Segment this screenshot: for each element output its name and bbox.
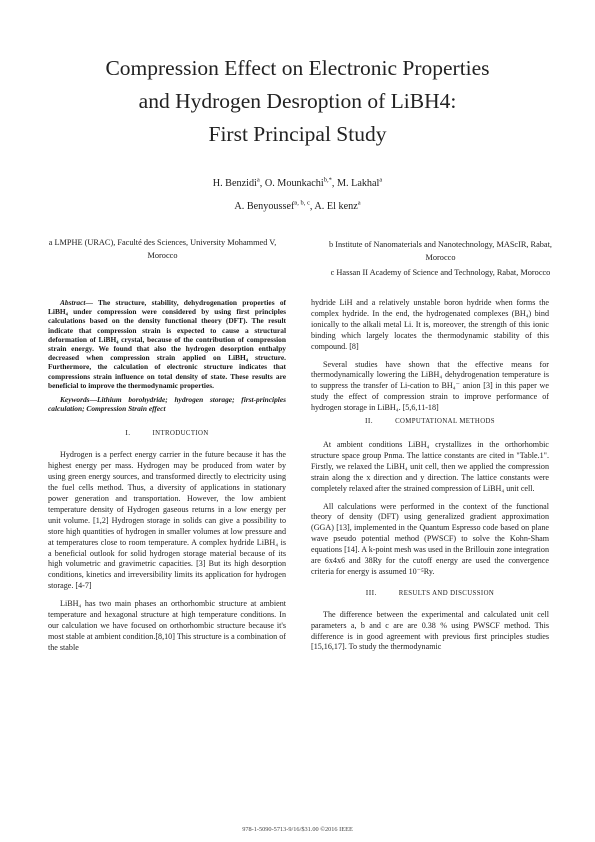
paper-title [40, 52, 555, 151]
abstract-label: Abstract [60, 298, 86, 307]
author-sup: a [379, 176, 383, 184]
keywords-text: —Lithium borohydride; hydrogen storage; first-principles calculation; Compression Strain effect [48, 395, 286, 414]
section-number: I. [125, 428, 131, 438]
right-paragraph-1: hydride LiH and a relatively unstable boron hydride when forms the complex hydride. In the end, the hydrogenated complexes (BH₄) bind ionically to the alkali metal Li. It is, moreover, the strength of this ionic binding which largely locates the thermodynamic stability of this compound. [8] [311, 298, 549, 351]
author-sup: a, b, c [294, 199, 310, 207]
affiliation-a: a LMPHE (URAC), Faculté des Sciences, University Mohammed V, Morocco [48, 238, 277, 260]
author-name: A. Benyoussef [234, 201, 295, 212]
left-column [48, 298, 286, 654]
section-heading-results [311, 588, 549, 600]
author-sup: b,* [323, 176, 332, 184]
title-line-3: First Principal Study [208, 122, 387, 146]
computational-paragraph-1: At ambient conditions LiBH₄ crystallizes in the orthorhombic structure space group Pnma. The lattice constants are cited in "Table.1". Firstly, we relaxed the LiBH₄ unit cell, then we applied the compression strain along the x direction and y direction. The lattice constants were completely relaxed after the strained compression of LiBH₄ unit cell. [311, 439, 549, 493]
section-heading-computational-methods [311, 416, 549, 428]
section-title: RESULTS AND DISCUSSION [398, 589, 495, 597]
abstract-text: — The structure, stability, dehydrogenation properties of LiBH₄ under compression were considered by using first principles calculations based on the density functional theory (DFT). The result indicate that compression strain is expected to cause a structural deformation of LiBH₄ crystal, because of the contribution of compression strain energy. We found that also the hydrogen desorption enthalpy decreased when compression strain applied on LiBH₄ structure. Furthermore, the calculation of electronic structure indicates that compressions strain influence on total density of state. These results are beneficial to improve the thermodynamic properties. [48, 298, 286, 390]
keywords [48, 395, 286, 413]
author-name: H. Benzidi [212, 178, 257, 189]
copyright-footer: 978-1-5090-5713-9/16/$31.00 ©2016 IEEE [242, 826, 353, 833]
abstract [48, 298, 286, 390]
right-paragraph-2: Several studies have shown that the effective means for thermodynamically lowering the LiBH₄ dehydrogenation temperature is to suppress the transfer of Li-cation to BH₄⁻ anion [3] in this paper we study the effect of compression strain to improve performance of hydrogen storage in LiBH₄. [5,6,11-18] [311, 359, 549, 413]
section-title: INTRODUCTION [152, 430, 209, 438]
title-line-2: and Hydrogen Desroption of LiBH4: [138, 89, 457, 113]
section-number: III. [365, 587, 377, 597]
intro-paragraph-1: Hydrogen is a perfect energy carrier in the future because it has the highest energy per mass. Hydrogen may be produced from water by using green energy sources, and transformed directly to electricity using the fuel cells method. Thus, a diversity of applications in stationary power generation and transportation. However, the low ambient temperature density of Hydrogen gaseous returns in a low energy per unit volume. [1,2] Hydrogen storage in solids can give a possibility to store high quantities of hydrogen in smaller volumes at low pressure and at temperatures close to room temperature. A complex hydride LiBH₄ is a beneficial outlook for solid hydrogen storage material because of its high volumetric and gravimetric capacities. [3] But its high desorption conditions, kinetics and irreversibility limits its application for hydrogen storage. [4-7] [48, 450, 286, 591]
author-sup: a [256, 176, 260, 184]
author-name: , A. El kenz [309, 201, 358, 212]
author-line-2 [40, 201, 555, 212]
author-name: , O. Mounkachi [259, 178, 324, 189]
title-line-1: Compression Effect on Electronic Properties [105, 56, 490, 80]
section-heading-introduction [48, 428, 286, 440]
intro-paragraph-2: LiBH₄ has two main phases an orthorhombic structure at ambient temperature and hexagonal structure at high temperature conditions. In our calculation we have focused on orthorhombic structure because it's most stable at ambient condition.[8,10] This structure is a combination of the stable [48, 599, 286, 652]
author-name: , M. Lakhal [331, 178, 380, 189]
section-title: COMPUTATIONAL METHODS [395, 418, 495, 426]
author-sup: a [357, 199, 361, 207]
right-column [311, 298, 549, 653]
affiliation-b: b Institute of Nanomaterials and Nanotechnology, MAScIR, Rabat, Morocco [329, 240, 552, 262]
computational-paragraph-2: All calculations were performed in the context of the functional theory of density (DFT) using generalized gradient approximation (GGA) [13], implemented in the Quantum Espresso code based on plane wave pseudo potential method (PWSCF) to solve the Kohn-Sham equations [14]. A k-point mesh was used in the Brillouin zone integration are 6x4x6 and 38Ry for the cutoff energy are used the convergence criteria for energy is assumed 10⁻⁵Ry. [311, 501, 549, 576]
keywords-label: Keywords [60, 395, 90, 405]
section-number: II. [364, 416, 374, 426]
results-paragraph-1: The difference between the experimental and calculated unit cell parameters a, b and c are are 0.38 % using PWSCF method. This difference is in good agreement with previous first principles studies [15,16,17]. To study the thermodynamic [311, 609, 549, 652]
author-line-1 [40, 178, 555, 189]
affiliation-c: c Hassan II Academy of Science and Technology, Rabat, Morocco [330, 268, 551, 277]
